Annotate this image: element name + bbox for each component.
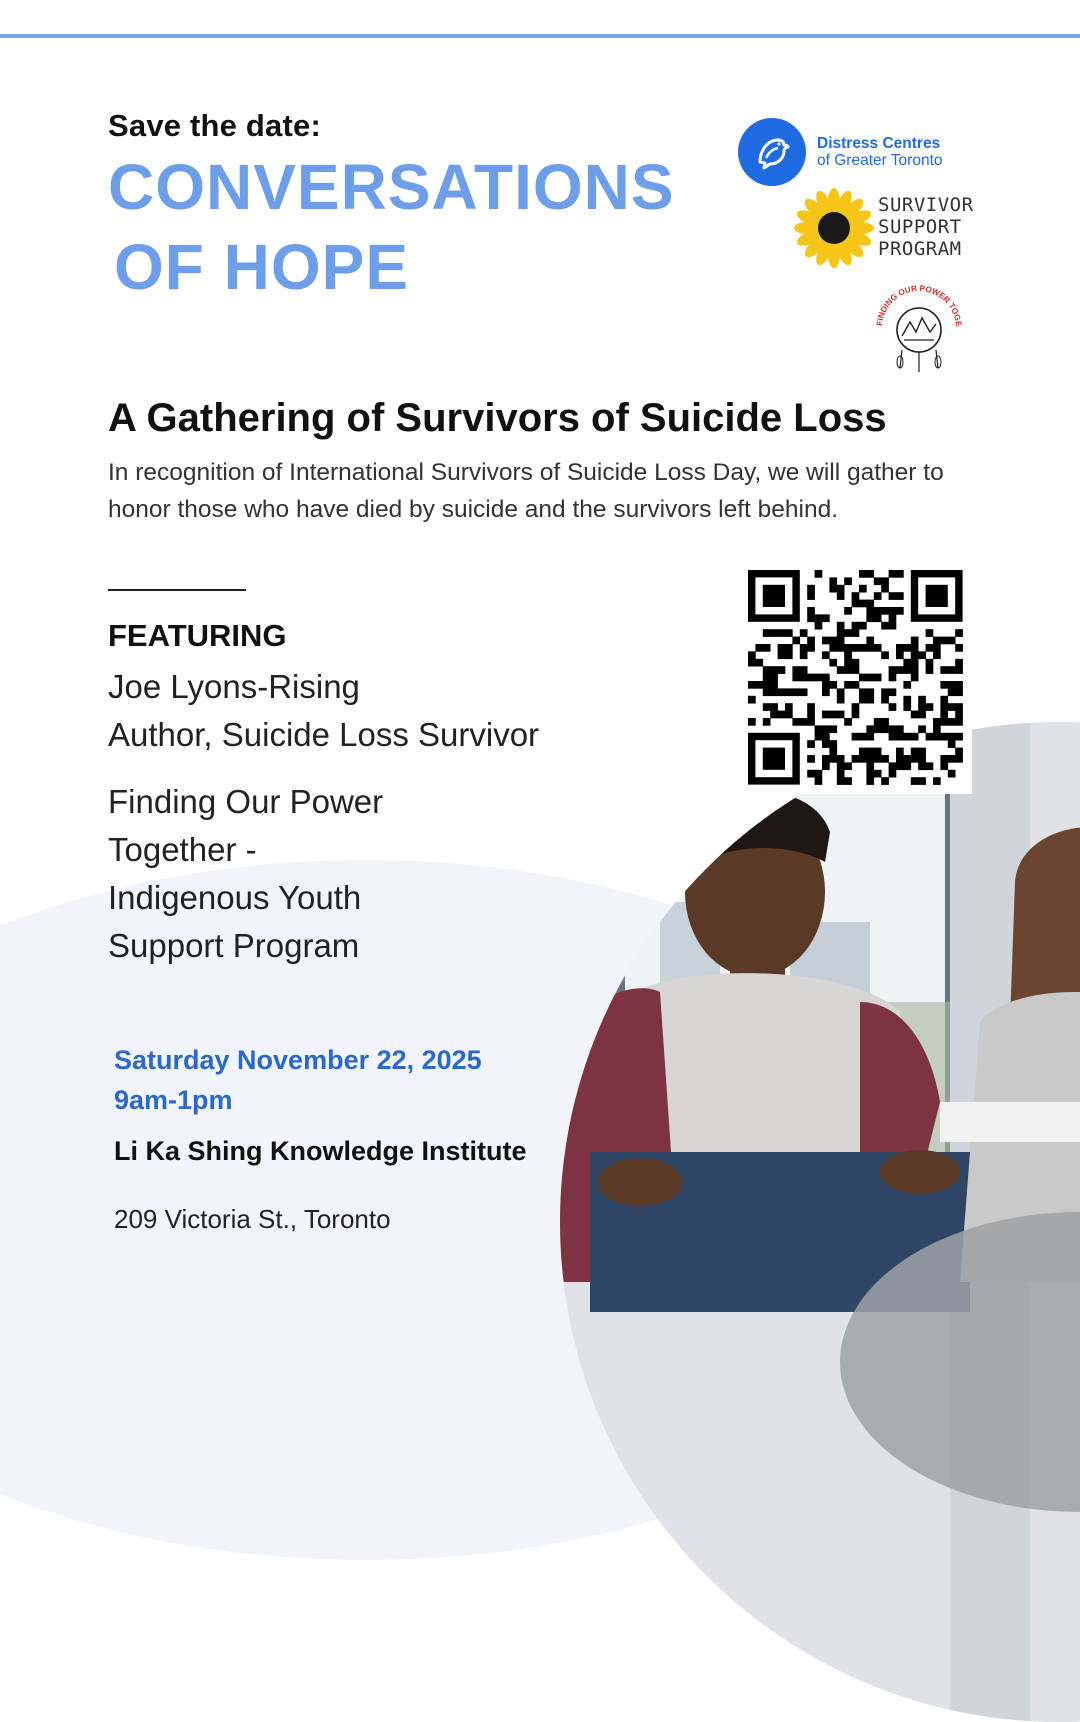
survivor-support-program-logo — [794, 188, 984, 268]
ssp-line-3: PROGRAM — [878, 238, 962, 260]
speaker-2-line-3: Indigenous Youth — [108, 879, 362, 916]
event-address: 209 Victoria St., Toronto — [114, 1204, 391, 1234]
distress-centres-name: Distress Centres — [817, 135, 941, 152]
event-venue: Li Ka Shing Knowledge Institute — [114, 1136, 527, 1166]
event-time: 9am-1pm — [114, 1085, 233, 1115]
distress-centres-logo — [738, 118, 978, 188]
featured-speaker-2 — [108, 778, 383, 970]
event-datetime — [114, 1040, 482, 1120]
top-divider — [0, 34, 1080, 38]
section-divider — [108, 589, 246, 591]
svg-text:FINDING OUR POWER TOGETHER — [872, 284, 963, 328]
featuring-heading: FEATURING — [108, 618, 287, 653]
speaker-2-line-4: Support Program — [108, 927, 360, 964]
event-title-line1: CONVERSATIONS — [108, 151, 675, 223]
group-photo — [560, 722, 1080, 1722]
ssp-line-2: SUPPORT — [878, 216, 962, 238]
qr-code[interactable] — [740, 562, 972, 794]
dreamcatcher-icon — [872, 284, 966, 374]
ssp-line-1: SURVIVOR — [878, 194, 974, 216]
event-date: Saturday November 22, 2025 — [114, 1045, 482, 1075]
speaker-1-role: Author, Suicide Loss Survivor — [108, 716, 540, 753]
distress-centres-subtitle: of Greater Toronto — [817, 152, 943, 169]
finding-power-arc-text: FINDING OUR POWER TOGE — [875, 284, 964, 328]
speaker-2-line-1: Finding Our Power — [108, 783, 384, 820]
finding-our-power-together-logo — [872, 284, 966, 374]
save-the-date-label: Save the date: — [108, 108, 321, 143]
event-title-line2: OF HOPE — [114, 231, 410, 303]
speaker-2-line-2: Together - — [108, 831, 257, 868]
survivor-support-program-text — [878, 194, 974, 260]
gathering-description: In recognition of International Survivors of Suicide Loss Day, we will gather to honor those who have died by suicide and the survivors left behind. — [108, 459, 944, 523]
speaker-1-name: Joe Lyons-Rising — [108, 668, 360, 705]
gathering-heading: A Gathering of Survivors of Suicide Loss — [108, 396, 887, 440]
featured-speaker-1 — [108, 663, 539, 759]
bird-icon — [738, 118, 806, 186]
sunflower-icon — [794, 188, 874, 268]
